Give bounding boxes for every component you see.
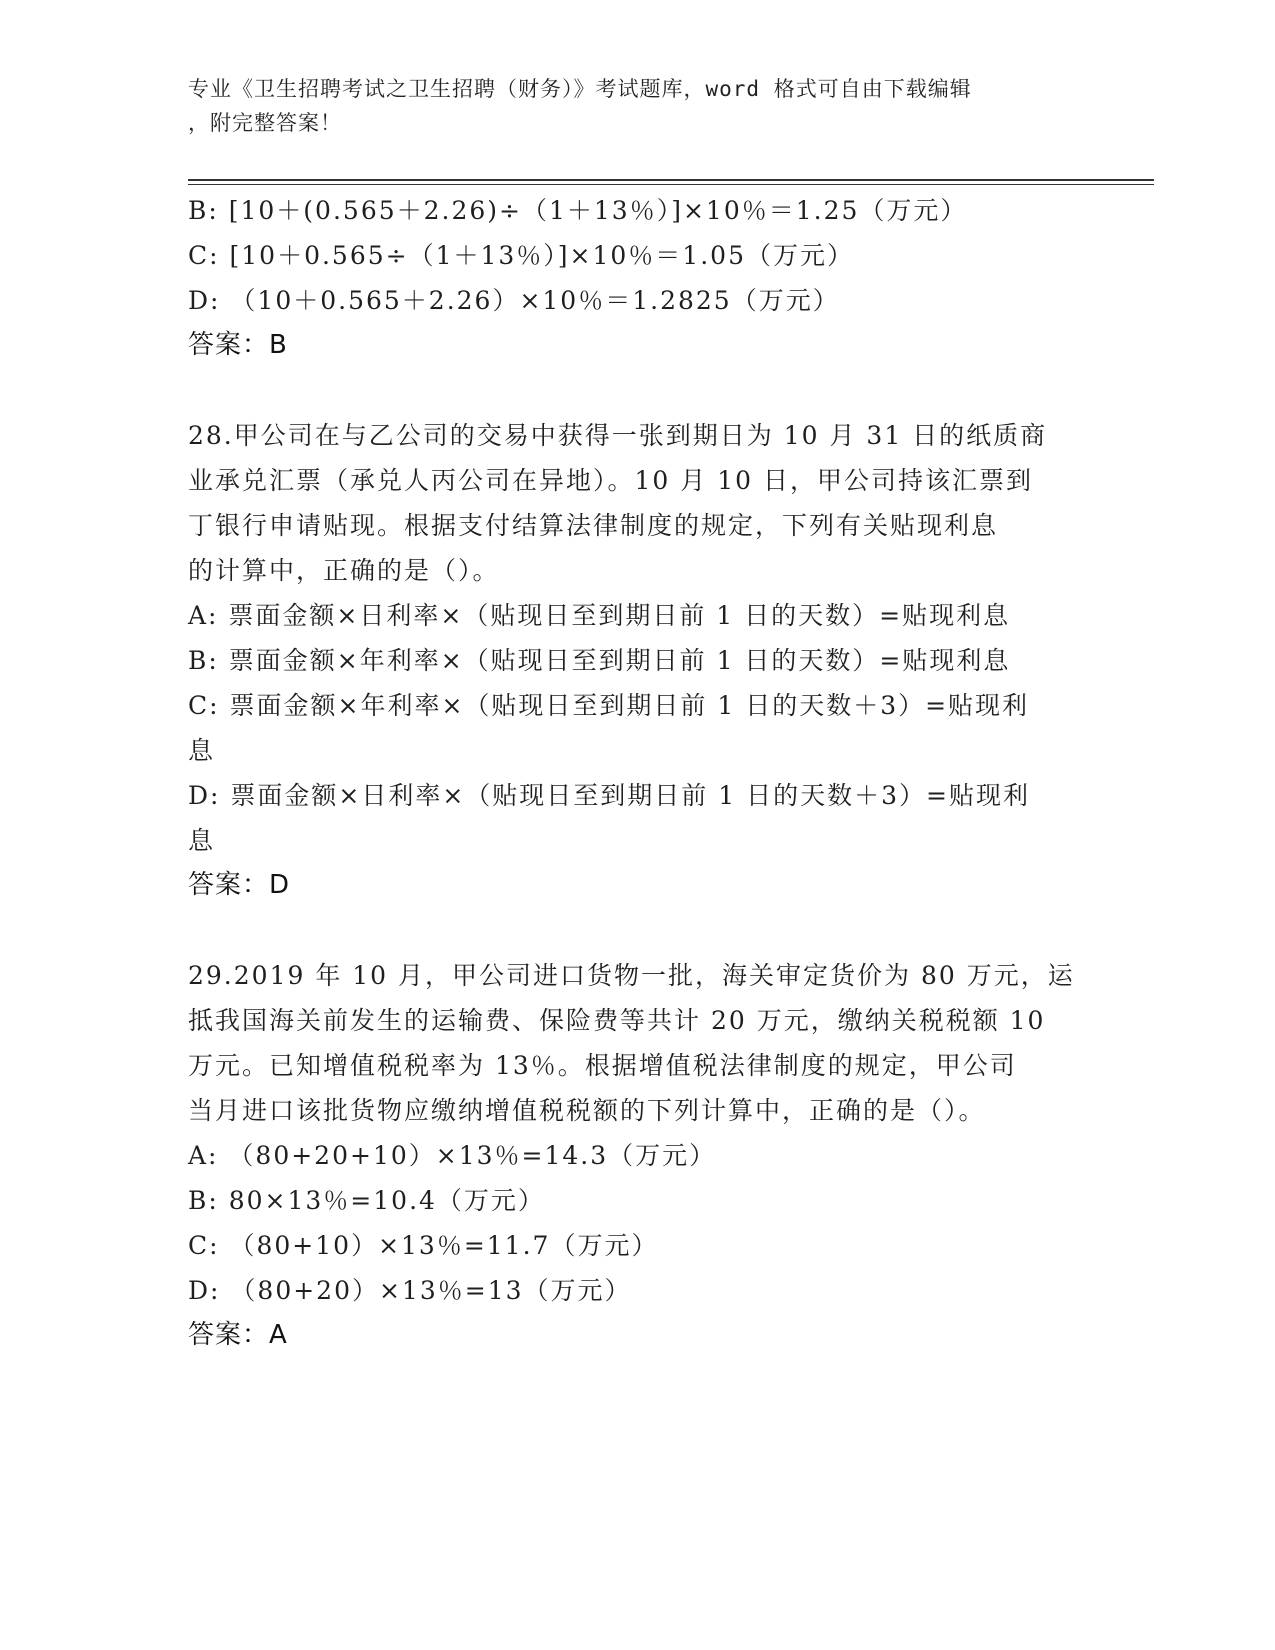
question-28 [188,413,1088,908]
header-divider-thick [188,179,1154,181]
question-stem-line: 28.甲公司在与乙公司的交易中获得一张到期日为 10 月 31 日的纸质商 [188,421,1048,450]
question-stem-line: 万元。已知增值税税率为 13％。根据增值税法律制度的规定，甲公司 [188,1051,1017,1080]
answer-line: 答案：D [188,870,291,900]
option-d: D: （80+20）×13％=13（万元） [188,1276,632,1305]
spacer [188,908,1088,953]
document-body [188,188,1088,1358]
option-d: D: 票面金额×日利率×（贴现日至到期日前 1 日的天数＋3）=贴现利 [188,781,1030,810]
question-stem-line: 的计算中，正确的是（）。 [188,556,500,585]
option-c: C: （80+10）×13％=11.7（万元） [188,1231,659,1260]
option-b: B: [10＋(0.565＋2.26)÷（1＋13％）]×10％＝1.25（万元） [188,196,968,225]
answer-line: 答案：B [188,330,288,360]
question-stem-line: 抵我国海关前发生的运输费、保险费等共计 20 万元，缴纳关税税额 10 [188,1006,1046,1035]
option-b: B: 票面金额×年利率×（贴现日至到期日前 1 日的天数）=贴现利息 [188,646,1011,675]
header-divider-thin [188,184,1154,185]
option-d: D: （10＋0.565＋2.26）×10％＝1.2825（万元） [188,286,840,315]
option-a: A: （80+20+10）×13％=14.3（万元） [188,1141,717,1170]
header-title-line-2: ，附完整答案！ [188,111,342,135]
header-title-line-1: 专业《卫生招聘考试之卫生招聘（财务）》考试题库，word 格式可自由下载编辑 [188,77,972,101]
answer-line: 答案：A [188,1320,288,1350]
option-a: A: 票面金额×日利率×（贴现日至到期日前 1 日的天数）=贴现利息 [188,601,1011,630]
option-c: C: [10＋0.565÷（1＋13％）]×10％＝1.05（万元） [188,241,854,270]
question-29 [188,953,1088,1358]
question-stem-line: 丁银行申请贴现。根据支付结算法律制度的规定，下列有关贴现利息 [188,511,999,540]
option-c-wrap: 息 [188,736,216,765]
option-b: B: 80×13％=10.4（万元） [188,1186,545,1215]
question-stem-line: 29.2019 年 10 月，甲公司进口货物一批，海关审定货价为 80 万元，运 [188,961,1075,990]
option-d-wrap: 息 [188,826,216,855]
option-c: C: 票面金额×年利率×（贴现日至到期日前 1 日的天数＋3）=贴现利 [188,691,1030,720]
question-27-continued [188,188,1088,368]
question-stem-line: 业承兑汇票（承兑人丙公司在异地）。10 月 10 日，甲公司持该汇票到 [188,466,1033,495]
question-stem-line: 当月进口该批货物应缴纳增值税税额的下列计算中，正确的是（）。 [188,1096,986,1125]
spacer [188,368,1088,413]
document-header [188,72,1068,140]
